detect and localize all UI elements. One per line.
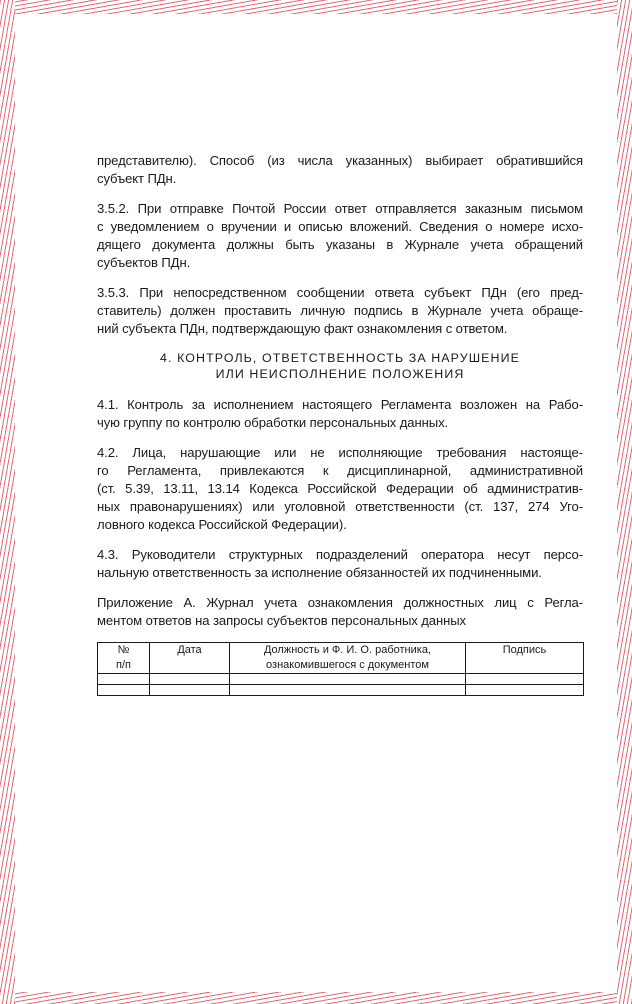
heading-line: ИЛИ НЕИСПОЛНЕНИЕ ПОЛОЖЕНИЯ: [215, 367, 465, 381]
text-line: го Регламента, привлекаются к дисциплинарной, административной: [97, 463, 583, 478]
text-line: субъектов ПДн.: [97, 255, 191, 270]
header-text: ознакомившегося с документом: [266, 659, 429, 671]
text-line: Приложение А. Журнал учета ознакомления должностных лиц с Регла-: [97, 595, 583, 610]
text-line: ставитель) должен проставить личную подпись в Журнале учета обраще-: [97, 303, 583, 318]
column-header-date: [150, 643, 230, 674]
table-cell: [150, 685, 230, 696]
text-line: ных правонарушениях) или уголовной ответственности (ст. 137, 274 Уго-: [97, 499, 583, 514]
text-line: дящего документа должны быть указаны в Журнале учета обращений: [97, 237, 583, 252]
table-cell: [98, 674, 150, 685]
header-text: Дата: [177, 644, 202, 656]
table-cell: [466, 674, 584, 685]
paragraph-4-1: [97, 396, 583, 432]
heading-line: 4. КОНТРОЛЬ, ОТВЕТСТВЕННОСТЬ ЗА НАРУШЕНИЕ: [160, 351, 520, 365]
column-header-position-name: [230, 643, 466, 674]
table-cell: [150, 674, 230, 685]
header-text: №: [117, 644, 130, 656]
text-line: (ст. 5.39, 13.11, 13.14 Кодекса Российской Федерации об административ-: [97, 481, 583, 496]
column-header-signature: [466, 643, 584, 674]
table-cell: [466, 685, 584, 696]
text-line: нальную ответственность за исполнение обязанностей их подчиненными.: [97, 565, 542, 580]
decorative-border-right: [617, 0, 632, 1004]
table-row: [98, 674, 584, 685]
table-header-row: [98, 643, 584, 674]
section-4-heading: [97, 350, 583, 382]
decorative-border-left: [0, 0, 15, 1004]
text-line: 3.5.2. При отправке Почтой России ответ отправляется заказным письмом: [97, 201, 583, 216]
table-row: [98, 685, 584, 696]
table-cell: [230, 674, 466, 685]
text-line: ментом ответов на запросы субъектов персональных данных: [97, 613, 466, 628]
header-text: п/п: [116, 659, 131, 671]
paragraph-4-2: [97, 444, 583, 534]
paragraph-3-5-1-continued: [97, 152, 583, 188]
acknowledgment-journal-table: [97, 642, 584, 696]
appendix-a-title: [97, 594, 583, 630]
column-header-number: [98, 643, 150, 674]
paragraph-4-3: [97, 546, 583, 582]
text-line: ловного кодекса Российской Федерации).: [97, 517, 347, 532]
paragraph-3-5-3: [97, 284, 583, 338]
text-line: 4.2. Лица, нарушающие или не исполняющие требования настояще-: [97, 445, 583, 460]
text-line: 4.3. Руководители структурных подразделений оператора несут персо-: [97, 547, 583, 562]
paragraph-3-5-2: [97, 200, 583, 272]
text-line: с уведомлением о вручении и описью вложений. Сведения о номере исхо-: [97, 219, 583, 234]
text-line: чую группу по контролю обработки персональных данных.: [97, 415, 449, 430]
decorative-border-bottom: [0, 992, 632, 1004]
decorative-border-top: [0, 0, 632, 14]
table-cell: [98, 685, 150, 696]
text-line: 4.1. Контроль за исполнением настоящего Регламента возложен на Рабо-: [97, 397, 583, 412]
document-body: [97, 152, 583, 696]
header-text: Подпись: [502, 644, 547, 656]
text-line: ний субъекта ПДн, подтверждающую факт ознакомления с ответом.: [97, 321, 508, 336]
header-text: Должность и Ф. И. О. работника,: [263, 644, 431, 656]
text-line: 3.5.3. При непосредственном сообщении ответа субъект ПДн (его пред-: [97, 285, 583, 300]
text-line: субъект ПДн.: [97, 171, 177, 186]
table-cell: [230, 685, 466, 696]
text-line: представителю). Способ (из числа указанных) выбирает обратившийся: [97, 153, 583, 168]
